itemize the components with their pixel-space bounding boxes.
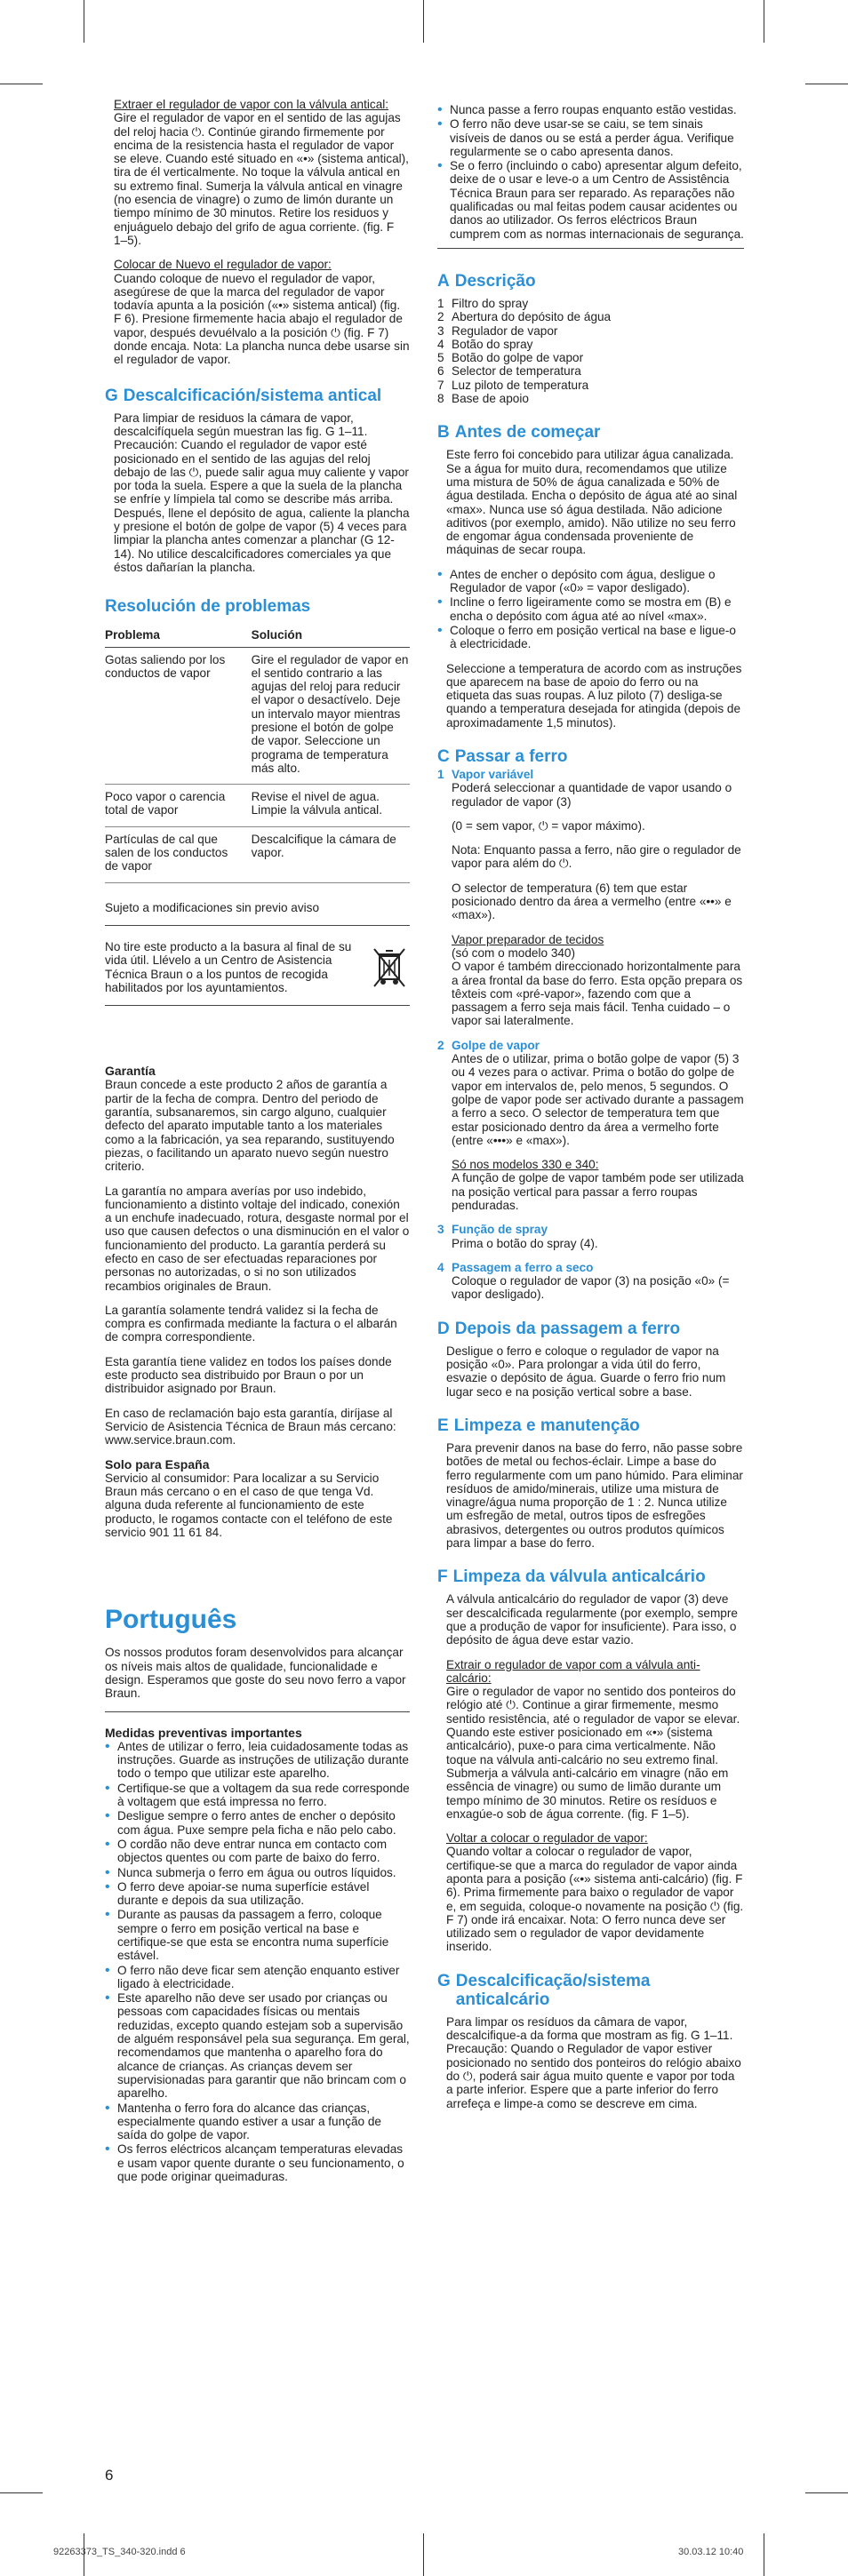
espana-text: Servicio al consumidor: Para localizar a su Servicio Braun más cercano o en el caso de que tenga Vd. alguna duda referente al funcionamiento de este producto, le rogamos contacte con el teléfono de este servicio 901 11 61 84. xyxy=(105,1471,393,1540)
list-item: • Nunca submerja o ferro em água ou outros líquidos. xyxy=(105,1866,410,1879)
list-item: 7 Luz piloto de temperatura xyxy=(437,378,589,392)
troubleshooting-table xyxy=(105,626,410,882)
anticalc-text: A válvula anticalcário do regulador de vapor (3) deve ser descalcificada regularmente (por exemplo, sempre que a produção de vapor for insuficiente). Para isso, o depósito de água deve estar vazio. xyxy=(446,1592,738,1647)
language-heading-portugues: Português xyxy=(105,1605,237,1635)
disposal-text: No tire este producto a la basura al final de su vida útil. Llévelo a un Centro de Asistencia Técnica Braun o a los puntos de recogida habilitados por los ayuntamientos. xyxy=(105,939,352,994)
section-letter: B xyxy=(437,423,450,443)
espana-heading: Solo para España xyxy=(105,1456,210,1471)
section-letter: G xyxy=(105,386,118,405)
list-item: 3 Regulador de vapor xyxy=(437,323,558,338)
crop-mark xyxy=(423,2533,424,2576)
list-item: • Mantenha o ferro fora do alcance das crianças, especialmente quando estiver a usar a função de saída do golpe de vapor. xyxy=(105,2101,410,2142)
section-letter: G xyxy=(437,1971,451,1990)
medidas-heading: Medidas preventivas importantes xyxy=(105,1725,302,1740)
subject-to-change: Sujeto a modificaciones sin previo aviso xyxy=(105,900,320,914)
disposal-notice xyxy=(105,940,410,994)
section-d-heading xyxy=(437,1320,744,1338)
section-title: Descalcificación/sistema antical xyxy=(123,386,382,405)
left-column xyxy=(105,98,410,2184)
remove-regulator-title: Extraer el regulador de vapor con la válvula antical: xyxy=(114,98,389,111)
section-title: Limpeza e manutenção xyxy=(453,1416,640,1435)
subsection-spray: 3 Função de spray Prima o botão do spray (4). xyxy=(437,1223,598,1250)
after-ironing-text: Desligue o ferro e coloque o regulador de vapor na posição «0». Para prolongar a vida útil do ferro, esvazie o depósito de água. Guarde o ferro frio num lugar seco e na posição vertical sobre a base. xyxy=(446,1344,726,1399)
descaling-text: Para limpiar de residuos la cámara de vapor, descalcifíquela según muestran las fig. G 1–11. Precaución: Cuando el regulador de vapor esté posicionado en el sentido de las agujas del reloj debajo de las ⏻, puede salir agua muy caliente y vapor por toda la suela. Espere a que la suela de la plancha se enfríe y límpiela tal como se describe más arriba. Después, llene el depósito de agua, caliente la plancha y presione el botón de golpe de vapor (5) 4 veces para limpiar la plancha antes comenzar a planchar (G 12-14). No utilice descalcificadores comerciales ya que éstos dañarían la plancha. xyxy=(114,411,410,574)
section-a-heading xyxy=(437,272,744,291)
descaling-text: Para limpar os resíduos da câmara de vapor, descalcifique-a da forma que mostram as fig. G 1–11. Precaução: Quando o Regulador de vapor estiver posicionado no sentido dos ponteiros do relógio abaixo do ⏻, poderá sair água muito quente e vapor por toda a parte inferior. Espere que a parte inferior do ferro arrefeça e limpe-a como se descreve em cima. xyxy=(446,2014,741,2110)
list-item: 6 Selector de temperatura xyxy=(437,364,581,379)
section-f-heading xyxy=(437,1567,744,1586)
crop-mark xyxy=(0,2492,43,2493)
troubleshooting-heading: Resolución de problemas xyxy=(105,597,311,617)
section-letter: D xyxy=(437,1319,450,1338)
garantia-p5: En caso de reclamación bajo esta garantía, diríjase al Servicio de Asistencia Técnica de Braun más cercano: www.service.braun.com. xyxy=(105,1406,396,1448)
section-letter: C xyxy=(437,746,450,766)
list-item: 1 Filtro do spray xyxy=(437,296,529,310)
subsection-variable-steam: 1 Vapor variável Poderá seleccionar a quantidade de vapor usando o regulador de vapor (3) (0 = sem vapor, ⏻ = vapor máximo). Nota: Enquanto passa a ferro, não gire o regulador de vapor para além do ⏻. O selector de temperatura (6) tem que estar posicionado dentro da área a vermelho (entre «••» e «max»). Vapor preparador de tecidos (só com o modelo 340) O vapor é também direccionado horizontalmente para a área frontal da base do ferro. Esta opção prepara os têxteis com «pré-vapor», fazendo com que a passagem a ferro seja mais fácil. Tenha cuidado – o vapor sai lateralmente. xyxy=(437,767,743,1028)
list-item: 2 Abertura do depósito de água xyxy=(437,310,612,324)
safety-bullets xyxy=(437,103,744,241)
section-c-heading xyxy=(437,747,744,766)
list-item: 4 Botão do spray xyxy=(437,337,533,351)
extract-text: Gire o regulador de vapor no sentido dos ponteiros do relógio até ⏻. Continue a girar firmemente, mesmo sentido resistência, até o regulador de vapor se elevar. Quando este estiver posicionado em «•» (sistema anticalcário), puxe-o para cima verticalmente. Não toque na válvula anti-calcário no seu extremo final. Submerja a válvula anti-calcário em vinagre (não em essência de vinagre) ou sumo de limão durante um tempo mínimo de 30 minutos. Retire os resíduos e enxagúe-o sob de água corrente. (fig. F 1–5). xyxy=(446,1685,740,1821)
list-item: • Durante as pausas da passagem a ferro, coloque sempre o ferro em posição vertical na base e certifique-se que esta se encontra numa superfície estável. xyxy=(105,1908,410,1962)
right-column xyxy=(437,103,744,2121)
page-number: 6 xyxy=(105,2467,114,2484)
refit-title: Voltar a colocar o regulador de vapor: xyxy=(446,1831,648,1846)
garantia-p3: La garantía solamente tendrá validez si la fecha de compra es confirmada mediante la factura o el albarán de compra correspondiente. xyxy=(105,1303,397,1344)
divider xyxy=(105,1711,410,1712)
section-g-heading xyxy=(437,1972,744,2009)
garantia-p4: Esta garantía tiene validez en todos los países donde este producto sea distribuido por Braun o por un distribuidor asignado por Braun. xyxy=(105,1354,392,1396)
section-title: Limpeza da válvula anticalcário xyxy=(452,1567,706,1587)
refit-regulator-title: Colocar de Nuevo el regulador de vapor: xyxy=(114,258,332,272)
footer-filename: 92263373_TS_340-320.indd 6 xyxy=(53,2547,186,2557)
section-letter: E xyxy=(437,1416,449,1435)
list-item: • Este aparelho não deve ser usado por crianças ou pessoas com capacidades físicas ou mentais reduzidas, excepto quando estejam sob a supervisão de alguém responsável pela sua segurança. Em geral, recomendamos que mantenha o aparelho fora do alcance de crianças. As crianças devem ser supervisionadas para garantir que não brincam com o aparelho. xyxy=(105,1991,410,2100)
section-title: Depois da passagem a ferro xyxy=(454,1319,681,1338)
list-item: • O ferro não deve usar-se se caiu, se tem sinais visíveis de danos ou se está a perder água. Verifique regularmente se o cabo apresenta danos. xyxy=(437,117,744,158)
before-start-text: Este ferro foi concebido para utilizar água canalizada. Se a água for muito dura, recomendamos que utilize uma mistura de 50% de água canalizada e 50% de água destilada. Encha o depósito de água até ao sinal «max». Nunca use só água destilada. Não adicione aditivos (por exemplo, amido). Não utilize no seu ferro de engomar água condensada proveniente de máquinas de secar roupa. xyxy=(446,448,738,557)
remove-regulator-text: Gire el regulador de vapor en el sentido de las agujas del reloj hacia ⏻. Continúe girando firmemente por encima de la resistencia hasta el regulador de vapor se eleve. Cuando esté situado en «•» (sistema antical), tira de él verticalmente. No toque la válvula antical en su extremo final. Sumerja la válvula antical en vinagre (no esencia de vinagre) o zumo de limón durante un tiempo mínimo de 30 minutos. Retire los residuos y enjuáguelo debajo del grifo de agua corriente. (fig. F 1–5). xyxy=(114,111,409,247)
list-item: • Os ferros eléctricos alcançam temperaturas elevadas e usam vapor quente durante o seu funcionamento, o que pode originar queimaduras. xyxy=(105,2142,410,2183)
list-item: • Antes de encher o depósito com água, desligue o Regulador de vapor («0» = vapor desligado). xyxy=(437,568,744,595)
list-item: • Coloque o ferro em posição vertical na base e ligue-o à electricidade. xyxy=(437,624,744,651)
refit-text: Quando voltar a colocar o regulador de vapor, certifique-se que a marca do regulador de vapor ainda aponta para a posição («•» sistema anti-calcário) (fig. F 6). Prima firmemente para baixo o regulador de vapor e, em seguida, coloque-o novamente na posição ⏻ (fig. F 7) onde irá encaixar. Nota: O ferro nunca deve ser utilizado sem o regulador de vapor devidamente inserido. xyxy=(446,1845,744,1954)
list-item: • Se o ferro (incluindo o cabo) apresentar algum defeito, deixe de o usar e leve-o a um Centro de Assistência Técnica Braun para ser reparado. As reparações não qualificadas ou mal feitas podem causar acidentes ou danos ao utilizador. Os ferros eléctricos Braun cumprem com as normas internacionais de segurança. xyxy=(437,159,744,241)
solution-cell: Revise el nivel de agua. Limpie la válvula antical. xyxy=(252,785,410,827)
col-header-problem: Problema xyxy=(105,626,252,647)
table-row xyxy=(105,647,410,785)
subsection-steam-shot: 2 Golpe de vapor Antes de o utilizar, prima o botão golpe de vapor (5) 3 ou 4 vezes para o activar. Prima o botão do golpe de vapor em intervalos de, pelo menos, 5 segundos. O golpe de vapor pode ser activado durante a passagem a ferro a seco. O selector de temperatura tem que estar posicionado dentro da área a vermelho forte (entre «•••» e «max»). Só nos modelos 330 e 340: A função de golpe de vapor também pode ser utilizada na posição vertical para passar a ferro roupas penduradas. xyxy=(437,1038,744,1212)
subsection-dry-ironing: 4 Passagem a ferro a seco Coloque o regulador de vapor (3) na posição «0» (= vapor desligado). xyxy=(437,1260,730,1302)
section-title: Passar a ferro xyxy=(454,746,568,766)
section-title: Descalcificação/sistema anticalcário xyxy=(455,1971,651,2009)
list-item: • Desligue sempre o ferro antes de encher o depósito com água. Puxe sempre pela ficha e não pelo cabo. xyxy=(105,1809,410,1837)
crossed-bin-icon xyxy=(369,945,410,990)
crop-mark xyxy=(423,0,424,43)
section-letter: A xyxy=(437,271,450,291)
problem-cell: Gotas saliendo por los conductos de vapor xyxy=(105,647,252,785)
list-item: • Antes de utilizar o ferro, leia cuidadosamente todas as instruções. Guarde as instruções de utilização durante todo o tempo que utilizar este aparelho. xyxy=(105,1740,410,1781)
section-e-heading xyxy=(437,1416,744,1435)
problem-cell: Partículas de cal que salen de los conductos de vapor xyxy=(105,826,252,882)
table-row xyxy=(105,826,410,882)
extract-title: Extrair o regulador de vapor com a válvula anti-calcário: xyxy=(446,1657,700,1685)
divider xyxy=(105,925,410,926)
cleaning-text: Para prevenir danos na base do ferro, não passe sobre botões de metal ou fechos-éclair. Limpe a base do ferro regularmente com um pano húmido. Para eliminar resíduos de amido/minerais, utilize uma mistura de vinagre/água numa proporção de 1 : 2. Nunca utilize um esfregão de metal, outros tipos de esfregões abrasivos, detergentes ou outros produtos químicos para limpar a base do ferro. xyxy=(446,1440,743,1551)
problem-cell: Poco vapor o carencia total de vapor xyxy=(105,785,252,827)
section-title: Antes de começar xyxy=(454,423,601,443)
parts-list xyxy=(437,297,744,405)
list-item: • O ferro deve apoiar-se numa superfície estável durante e depois da sua utilização. xyxy=(105,1880,410,1908)
divider xyxy=(105,1005,410,1006)
section-b-heading xyxy=(437,423,744,442)
pt-intro: Os nossos produtos foram desenvolvidos para alcançar os níveis mais altos de qualidade, funcionalidade e design. Esperamos que goste do seu novo ferro a vapor Braun. xyxy=(105,1646,406,1701)
before-start-bullets xyxy=(437,568,744,651)
section-g-heading xyxy=(105,387,410,405)
solution-cell: Gire el regulador de vapor en el sentido contrario a las agujas del reloj para reducir el vapor o desactívelo. Deje un intervalo mayor mientras presione el botón de golpe de vapor. Seleccione un programa de temperatura más alto. xyxy=(252,647,410,785)
list-item: • O ferro não deve ficar sem atenção enquanto estiver ligado à electricidade. xyxy=(105,1964,410,1991)
garantia-p2: La garantía no ampara averías por uso indebido, funcionamiento a distinto voltaje del indicado, conexión a un enchufe inadecuado, rotura, desgaste normal por el uso que causen defectos o una disminución en el valor o funcionamiento del producto. La garantía perderá su efecto en caso de ser efectuadas reparaciones por personas no autorizadas, o si no son utilizados recambios originales de Braun. xyxy=(105,1184,410,1293)
footer-timestamp: 30.03.12 10:40 xyxy=(678,2547,744,2557)
divider xyxy=(437,248,744,249)
list-item: • Incline o ferro ligeiramente como se mostra em (B) e encha o depósito com água até ao nível «max». xyxy=(437,595,744,623)
section-letter: F xyxy=(437,1567,448,1587)
garantia-heading: Garantía xyxy=(105,1064,156,1079)
list-item: 8 Base de apoio xyxy=(437,392,529,406)
list-item: 5 Botão do golpe de vapor xyxy=(437,351,584,365)
col-header-solution: Solución xyxy=(252,626,410,647)
table-row xyxy=(105,785,410,827)
section-title: Descrição xyxy=(454,271,536,291)
crop-mark xyxy=(805,2492,848,2493)
garantia-p1: Braun concede a este producto 2 años de garantía a partir de la fecha de compra. Dentro del periodo de garantía, subsanaremos, sin cargo alguno, cualquier defecto del aparato imputable tanto a los materiales como a la fabricación, ya sea reparando, sustituyendo piezas, o facilitando un aparato nuevo según nuestro criterio. xyxy=(105,1078,395,1174)
refit-regulator-text: Cuando coloque de nuevo el regulador de vapor, asegúrese de que la marca del regulador de vapor todavía apunta a la posición («•» sistema antical) (fig. F 6). Presione firmemente hacia abajo el regulador de vapor, después devuélvalo a la posición ⏻ (fig. F 7) donde encaja. Nota: La plancha nunca debe usarse sin el regulador de vapor. xyxy=(114,271,410,367)
list-item: • Nunca passe a ferro roupas enquanto estão vestidas. xyxy=(437,103,744,116)
medidas-list xyxy=(105,1740,410,2184)
list-item: • O cordão não deve entrar nunca em contacto com objectos quentes ou com parte de baixo do ferro. xyxy=(105,1838,410,1865)
temperature-text: Seleccione a temperatura de acordo com as instruções que aparecem na base de apoio do ferro ou na etiqueta das suas roupas. A luz piloto (7) desliga-se quando a temperatura desejada for atingida (depois de aproximadamente 1,5 minutos). xyxy=(446,661,742,730)
list-item: • Certifique-se que a voltagem da sua rede corresponde à voltagem que está impressa no ferro. xyxy=(105,1782,410,1809)
solution-cell: Descalcifique la cámara de vapor. xyxy=(252,826,410,882)
